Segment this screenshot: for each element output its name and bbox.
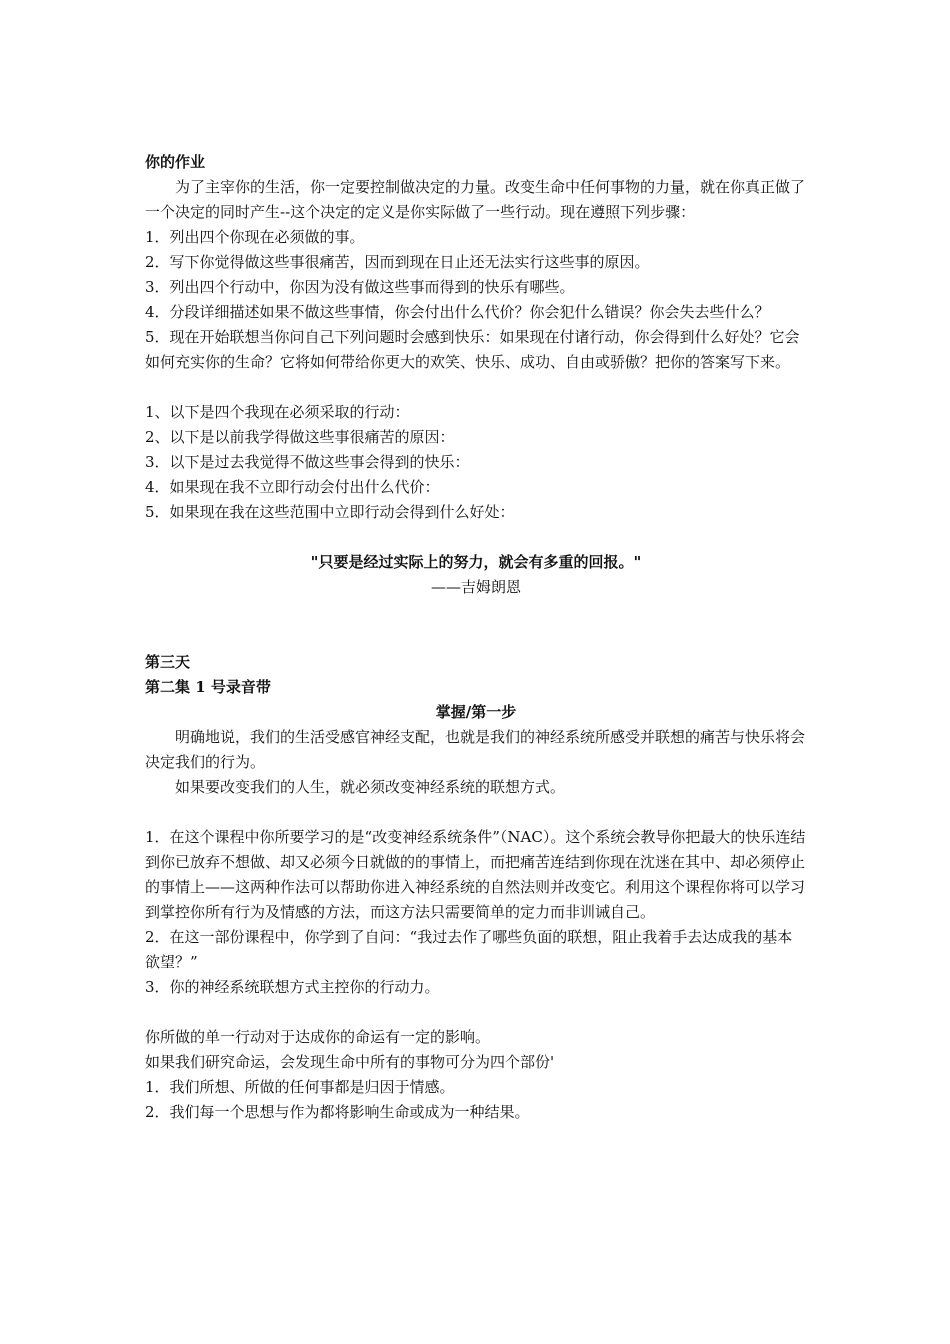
homework-step: 5．现在开始联想当你问自己下列问题时会感到快乐：如果现在付诸行动，你会得到什么好处？它会如何充实你的生命？它将如何带给你更大的欢笑、快乐、成功、自由或骄傲？把你的答案写下来。 (145, 328, 800, 371)
spacer (145, 525, 807, 550)
spacer (145, 1000, 807, 1025)
homework-step: 4．分段详细描述如果不做这些事情，你会付出什么代价？你会犯什么错误？你会失去些什么？ (145, 303, 770, 321)
paragraph: 如果要改变我们的人生，就必须改变神经系统的联想方式。 (175, 778, 566, 796)
spacer (145, 375, 807, 400)
paragraph: 明确地说，我们的生活受感官神经支配，也就是我们的神经系统所感受并联想的痛苦与快乐将会决定我们的行为。 (145, 728, 806, 771)
homework-step: 3．列出四个行动中，你因为没有做这些事而得到的快乐有哪些。 (145, 278, 575, 296)
numbered-point: 1．在这个课程中你所要学习的是“改变神经系统条件”（NAC）。这个系统会教导你把最大的快乐连结到你已放弃不想做、却又必须今日就做的的事情上，而把痛苦连结到你现在沈迷在其中、却必须停止的事情上——这两种作法可以帮助你进入神经系统的自然法则并改变它。利用这个课程你将可以学习到掌控你所有行为及情感的方法，而这方法只需要简单的定力而非训诫自己。 (145, 828, 806, 921)
answer-line: 3．以下是过去我觉得不做这些事会得到的快乐： (145, 453, 470, 471)
answer-line: 1、以下是四个我现在必须采取的行动： (145, 403, 410, 421)
destiny-line: 如果我们研究命运，会发现生命中所有的事物可分为四个部份' (145, 1053, 555, 1071)
homework-step: 1．列出四个你现在必须做的事。 (145, 228, 365, 246)
homework-heading: 你的作业 (145, 153, 206, 171)
destiny-line: 你所做的单一行动对于达成你的命运有一定的影响。 (145, 1028, 491, 1046)
homework-intro: 为了主宰你的生活，你一定要控制做决定的力量。改变生命中任何事物的力量，就在你真正做了一个决定的同时产生--这个决定的定义是你实际做了一些行动。现在遵照下列步骤： (145, 178, 806, 221)
quote-text: "只要是经过实际上的努力，就会有多重的回报。" (310, 553, 642, 571)
quote-author: ——吉姆朗恩 (430, 578, 521, 596)
spacer (145, 800, 807, 825)
tape-title: 第二集 1 号录音带 (145, 678, 271, 696)
answer-line: 2、以下是以前我学得做这些事很痛苦的原因： (145, 428, 455, 446)
answer-line: 5．如果现在我在这些范围中立即行动会得到什么好处： (145, 503, 515, 521)
destiny-point: 2．我们每一个思想与作为都将影响生命或成为一种结果。 (145, 1103, 530, 1121)
numbered-point: 2．在这一部份课程中，你学到了自问：“我过去作了哪些负面的联想，阻止我着手去达成我的基本欲望？” (145, 928, 793, 971)
spacer (145, 600, 807, 650)
answer-line: 4．如果现在我不立即行动会付出什么代价： (145, 478, 440, 496)
destiny-point: 1．我们所想、所做的任何事都是归因于情感。 (145, 1078, 455, 1096)
document-body (145, 150, 807, 1125)
numbered-point: 3．你的神经系统联想方式主控你的行动力。 (145, 978, 440, 996)
homework-step: 2．写下你觉得做这些事很痛苦，因而到现在日止还无法实行这些事的原因。 (145, 253, 650, 271)
section-title: 掌握/第一步 (435, 703, 517, 721)
day-title: 第三天 (145, 653, 191, 671)
